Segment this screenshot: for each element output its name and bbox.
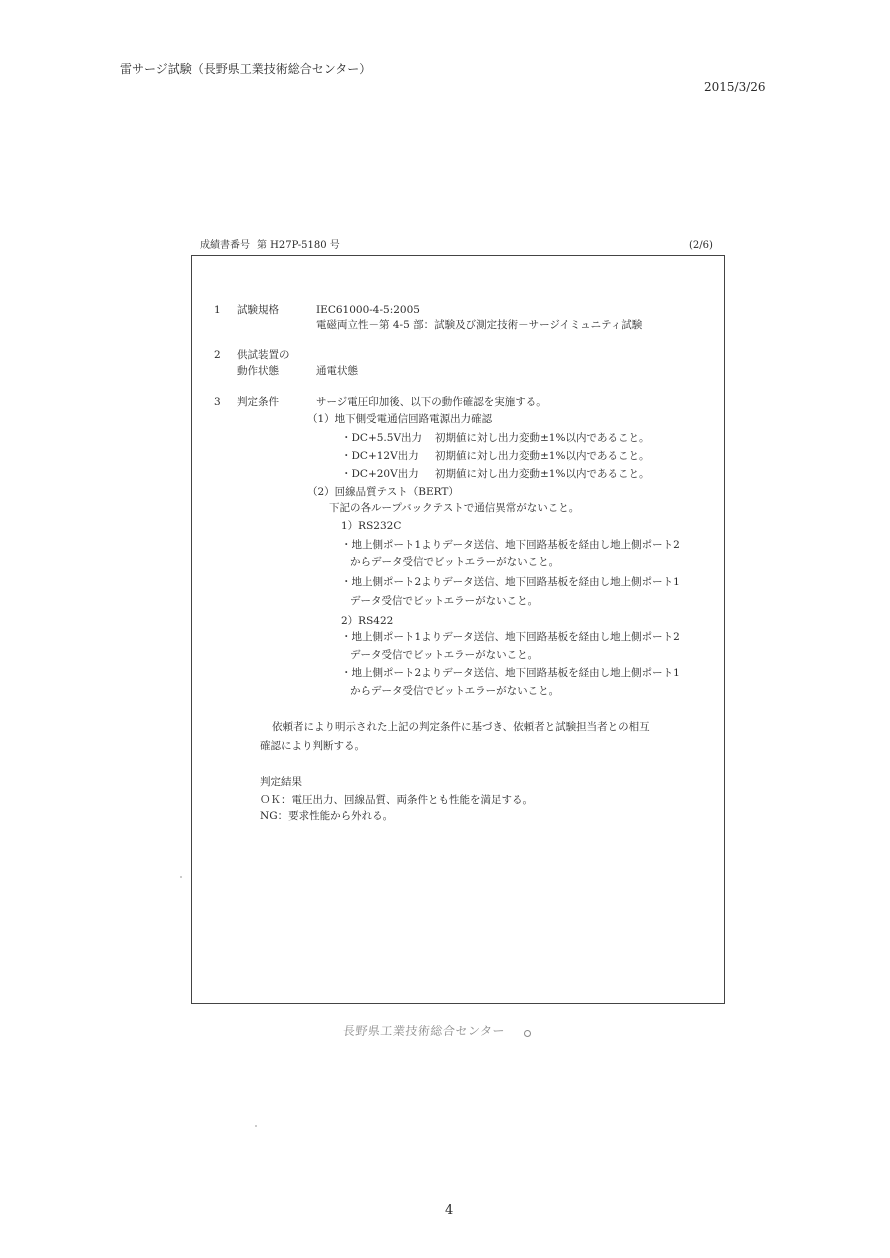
standard-code: IEC61000-4-5:2005	[316, 304, 420, 316]
interface-title: 1）RS232C	[341, 520, 402, 532]
page-number: 4	[445, 1203, 454, 1218]
interface-title: 2）RS422	[341, 615, 394, 627]
scan-speck	[180, 876, 182, 878]
section-number: 3	[214, 396, 221, 408]
loopback-item: データ受信でビットエラーがないこと。	[350, 649, 539, 661]
dc-output-criterion: 初期値に対し出力変動±1%以内であること。	[435, 432, 650, 444]
sheet-indicator: (2/6)	[689, 240, 713, 251]
result-ng: NG：要求性能から外れる。	[260, 810, 394, 822]
section-label: 動作状態	[237, 365, 279, 377]
loopback-item: からデータ受信でビットエラーがないこと。	[350, 556, 560, 568]
section-label: 試験規格	[237, 304, 279, 316]
loopback-item: からデータ受信でビットエラーがないこと。	[350, 685, 560, 697]
section-number: 1	[214, 304, 221, 316]
dc-output-name: ・DC+20V出力	[341, 468, 419, 480]
bert-intro: 下記の各ループバックテストで通信異常がないこと。	[329, 502, 580, 514]
section-number: 2	[214, 349, 221, 361]
dc-output-criterion: 初期値に対し出力変動±1%以内であること。	[435, 468, 650, 480]
dc-output-name: ・DC+12V出力	[341, 450, 419, 462]
loopback-item: ・地上側ポート1よりデータ送信、地下回路基板を経由し地上側ポート2	[341, 539, 680, 551]
section-label: 供試装置の	[237, 349, 290, 361]
loopback-item: ・地上側ポート2よりデータ送信、地下回路基板を経由し地上側ポート1	[341, 667, 680, 679]
criteria-subtitle: （1）地下側受電通信回路電源出力確認	[307, 413, 493, 425]
dc-output-criterion: 初期値に対し出力変動±1%以内であること。	[435, 450, 650, 462]
result-ok: ＯＫ：電圧出力、回線品質、両条件とも性能を満足する。	[260, 794, 533, 806]
operating-state: 通電状態	[316, 365, 358, 377]
report-number-value: 第 H27P-5180 号	[257, 240, 340, 251]
loopback-item: ・地上側ポート2よりデータ送信、地下回路基板を経由し地上側ポート1	[341, 576, 680, 588]
scan-speck	[255, 1125, 257, 1127]
loopback-item: データ受信でビットエラーがないこと。	[350, 595, 539, 607]
report-number-label: 成績書番号	[200, 240, 250, 251]
stamp-seal-mark	[524, 1030, 531, 1037]
criteria-intro: サージ電圧印加後、以下の動作確認を実施する。	[316, 396, 547, 408]
loopback-item: ・地上側ポート1よりデータ送信、地下回路基板を経由し地上側ポート2	[341, 631, 680, 643]
document-header-title: 雷サージ試験（長野県工業技術総合センター）	[120, 62, 372, 76]
document-date: 2015/3/26	[704, 80, 766, 94]
organization-stamp: 長野県工業技術総合センター	[342, 1024, 506, 1038]
agreement-text: 確認により判断する。	[260, 740, 365, 752]
agreement-text: 依頼者により明示された上記の判定条件に基づき、依頼者と試験担当者との相互	[272, 721, 650, 733]
criteria-subtitle: （2）回線品質テスト（BERT）	[307, 486, 459, 498]
section-label: 判定条件	[237, 396, 279, 408]
result-title: 判定結果	[260, 776, 302, 788]
standard-title: 電磁両立性－第 4-5 部：試験及び測定技術－サージイミュニティ試験	[316, 319, 643, 331]
dc-output-name: ・DC+5.5V出力	[341, 432, 423, 444]
